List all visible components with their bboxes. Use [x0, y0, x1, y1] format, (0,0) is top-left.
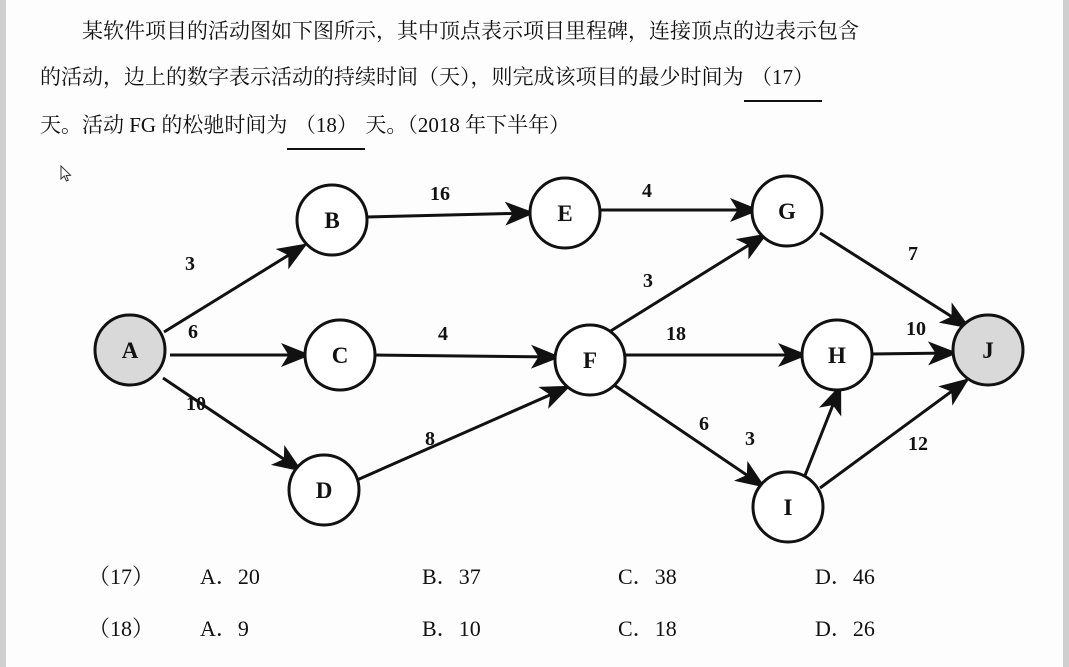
- question-line-2-text: 的活动，边上的数字表示活动的持续时间（天），则完成该项目的最少时间为: [40, 65, 744, 89]
- edge-weight-I-J: 12: [908, 433, 928, 455]
- option-17-D-value: 46: [852, 564, 875, 589]
- edge-G-J: [820, 233, 968, 327]
- edge-weight-C-F: 4: [438, 323, 448, 345]
- activity-graph: [60, 165, 1040, 550]
- edge-weight-D-F: 8: [425, 428, 435, 450]
- node-G-label: G: [778, 199, 796, 224]
- node-A-label: A: [121, 338, 139, 363]
- node-D: [289, 455, 359, 525]
- node-E-label: E: [557, 201, 573, 226]
- option-17-D-key: D．: [815, 564, 853, 589]
- edge-I-H: [802, 387, 840, 483]
- node-A: [95, 315, 165, 385]
- question-line-1: [40, 8, 1030, 54]
- option-18-C-key: C．: [618, 616, 655, 641]
- answer-blank-17: （17）: [744, 54, 822, 102]
- edge-A-D: [163, 378, 300, 470]
- answer-row-18-number: （18）: [88, 616, 155, 641]
- option-17-A[interactable]: [200, 560, 260, 591]
- option-18-C-value: 18: [654, 616, 677, 641]
- edge-I-J: [820, 380, 967, 488]
- node-F-label: F: [582, 348, 598, 373]
- node-J: [953, 315, 1023, 385]
- edge-weight-F-G: 3: [643, 270, 653, 292]
- node-H: [802, 320, 872, 390]
- edge-weight-A-D: 10: [186, 393, 206, 415]
- node-C: [305, 320, 375, 390]
- page-right-edge: [1063, 0, 1069, 667]
- edge-weight-F-I: 6: [699, 413, 709, 435]
- node-G: [752, 176, 822, 246]
- answer-row-18: [70, 612, 1030, 664]
- option-17-A-key: A．: [200, 564, 238, 589]
- mouse-cursor-icon: [60, 165, 72, 183]
- option-17-B-value: 37: [458, 564, 481, 589]
- node-E: [530, 178, 600, 248]
- answer-options: [70, 560, 1030, 664]
- page-left-edge: [0, 0, 6, 667]
- question-line-3-text: 天。活动 FG 的松驰时间为: [40, 113, 288, 137]
- node-F: [555, 325, 625, 395]
- question-line-1-text: 某软件项目的活动图如下图所示，其中顶点表示项目里程碑，连接顶点的边表示包含: [82, 19, 859, 43]
- edge-F-G: [609, 235, 765, 332]
- answer-row-17-number: （17）: [88, 564, 155, 589]
- node-B-label: B: [324, 208, 340, 233]
- edge-weight-I-H: 3: [745, 428, 755, 450]
- option-18-B-key: B．: [422, 616, 459, 641]
- edge-weight-A-C: 6: [188, 321, 198, 343]
- question-line-3: [40, 102, 1030, 150]
- edge-C-F: [374, 355, 558, 357]
- node-J-label: J: [982, 338, 994, 363]
- edge-F-I: [611, 383, 763, 486]
- edge-D-F: [357, 387, 568, 480]
- edge-weight-E-G: 4: [642, 180, 652, 202]
- option-18-B-value: 10: [458, 616, 481, 641]
- node-D-label: D: [315, 478, 333, 503]
- question-line-3-tail: 天。（2018 年下半年）: [365, 113, 571, 137]
- node-H-label: H: [828, 343, 846, 368]
- question-text: [40, 8, 1030, 150]
- option-17-C[interactable]: [618, 560, 677, 591]
- node-I-label: I: [783, 495, 793, 520]
- option-17-D[interactable]: [815, 560, 875, 591]
- question-line-2: [40, 54, 1030, 102]
- edge-weight-G-J: 7: [908, 243, 918, 265]
- edge-weight-A-B: 3: [185, 253, 195, 275]
- option-18-A[interactable]: [200, 612, 249, 643]
- option-17-B-key: B．: [422, 564, 459, 589]
- option-18-B[interactable]: [422, 612, 481, 643]
- edge-B-E: [366, 213, 532, 217]
- node-C-label: C: [331, 343, 349, 368]
- option-18-A-value: 9: [237, 616, 249, 641]
- answer-blank-18: （18）: [287, 102, 365, 150]
- edge-weight-F-H: 18: [666, 323, 686, 345]
- node-I: [753, 472, 823, 542]
- option-18-D-key: D．: [815, 616, 853, 641]
- activity-graph-svg: [60, 165, 1040, 550]
- answer-row-17: [70, 560, 1030, 612]
- option-17-C-key: C．: [618, 564, 655, 589]
- edge-weight-H-J: 10: [906, 318, 926, 340]
- edge-H-J: [871, 353, 955, 354]
- option-17-A-value: 20: [237, 564, 260, 589]
- option-18-A-key: A．: [200, 616, 238, 641]
- option-18-D[interactable]: [815, 612, 875, 643]
- option-18-C[interactable]: [618, 612, 677, 643]
- option-17-B[interactable]: [422, 560, 481, 591]
- option-18-D-value: 26: [852, 616, 875, 641]
- option-17-C-value: 38: [654, 564, 677, 589]
- edge-weight-B-E: 16: [430, 183, 450, 205]
- graph-nodes: [95, 176, 1023, 542]
- node-B: [297, 185, 367, 255]
